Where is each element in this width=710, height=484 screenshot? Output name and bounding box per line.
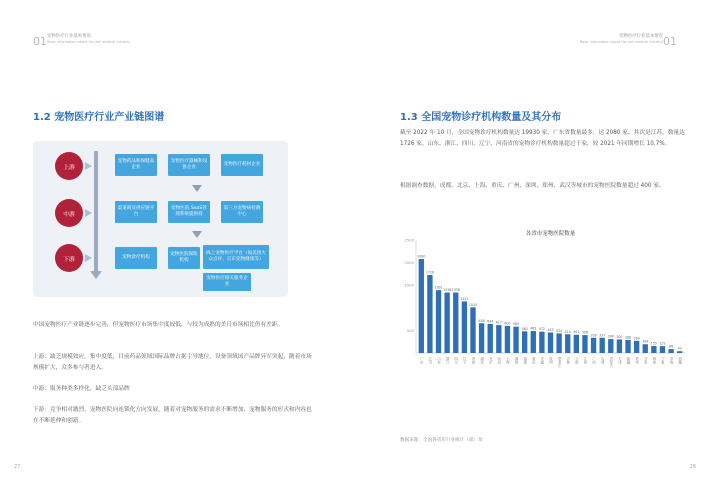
- bar: [496, 325, 501, 353]
- header-subtitle: Basic information about the pet medical industry: [47, 39, 131, 44]
- right-header: [579, 34, 677, 48]
- page-number: 28: [689, 464, 696, 470]
- y-tick-label: 2500: [404, 237, 414, 243]
- bar: [600, 338, 605, 353]
- upstream-box: 宠物医疗耗材企业: [221, 154, 263, 176]
- paragraph: 上游：缺乏规模效应，集中度低，目前药品领域国际品牌占据主导地位，设备领域国产品牌异军突起，随着市场规模扩大，众多参与者进入。: [33, 354, 312, 371]
- header-number: 01: [33, 35, 47, 48]
- x-tick-label: 宁夏: [660, 357, 665, 364]
- bar-value-label: 194: [642, 339, 649, 344]
- section-heading: 1.2 宠物医疗行业产业链图谱: [33, 112, 165, 123]
- bar: [625, 340, 630, 353]
- bar-value-label: 453: [547, 328, 554, 333]
- bar: [608, 339, 613, 353]
- header-subtitle: Basic information about the pet medical industry: [579, 39, 663, 44]
- bar-value-label: 308: [607, 334, 614, 339]
- x-tick-label: 内蒙古: [608, 357, 613, 368]
- section-heading: 1.3 全国宠物诊疗机构数量及其分布: [400, 112, 562, 123]
- y-tick-label: 2000: [404, 260, 414, 266]
- down-triangle-icon: [192, 231, 202, 238]
- midstream-box: 渠道商及供应链平台: [115, 201, 157, 223]
- bar-value-label: 480: [521, 326, 528, 331]
- x-tick-label: 河北: [496, 357, 501, 364]
- bar-value-label: 269: [633, 336, 640, 341]
- data-source: 数据来源：全国各省市行业统计（部）址: [400, 438, 483, 443]
- x-tick-label: 新疆: [626, 357, 631, 364]
- bar: [488, 324, 493, 353]
- bar: [462, 301, 467, 353]
- bar: [453, 293, 458, 353]
- bar: [436, 290, 441, 353]
- midstream-box: 第三方宠物病检测中心: [221, 201, 263, 223]
- bar-value-label: 396: [581, 330, 588, 335]
- x-tick-label: 上海: [505, 357, 510, 364]
- bar-value-label: 1010: [468, 302, 478, 307]
- bar-value-label: 404: [573, 330, 580, 335]
- bar-value-label: 472: [538, 327, 545, 332]
- bar-value-label: 658: [478, 318, 485, 323]
- bar: [539, 332, 544, 353]
- paragraph: 根据调查数据，成都、北京、上海、重庆、广州、深圳、郑州、武汉等城市的宠物医院数量超过 400 家。: [400, 183, 665, 189]
- bar-value-label: 644: [487, 319, 494, 324]
- x-tick-label: 浙江: [445, 357, 450, 364]
- bar: [651, 346, 656, 353]
- bar: [470, 307, 475, 353]
- x-tick-label: 黑龙江: [557, 357, 562, 368]
- bar-value-label: 434: [556, 328, 563, 333]
- x-tick-label: 河南: [470, 357, 475, 364]
- x-tick-label: 贵州: [634, 357, 639, 364]
- paragraph: 截至 2022 年 10 月，全国宠物诊疗机构数量达 19930 家，广东省数量最多，达 2080 家，其次是江苏，数量达 1726 家，山东、浙江、四川、辽宁、河南省的宠物诊疗机构数量超过千家，较 2021 年同期增长 10.7%。: [400, 130, 685, 147]
- bar: [668, 349, 673, 353]
- header-title: 宠物医疗行业基本情况: [619, 34, 663, 39]
- left-header: [33, 34, 131, 48]
- bar-value-label: 288: [624, 335, 632, 340]
- bar-value-label: 1391: [434, 285, 443, 290]
- bar: [591, 338, 596, 353]
- x-tick-label: 湖南: [514, 357, 519, 364]
- bar: [513, 327, 518, 353]
- bar: [582, 335, 587, 353]
- x-tick-label: 四川: [453, 357, 458, 364]
- x-tick-label: 山西: [600, 357, 605, 364]
- x-tick-label: 广西: [591, 357, 596, 364]
- bar: [634, 341, 639, 353]
- x-tick-label: 湖北: [479, 357, 484, 364]
- x-tick-label: 山东: [436, 357, 441, 364]
- bar-value-label: 600: [504, 321, 511, 326]
- bar-value-label: 2080: [417, 254, 426, 259]
- bar: [556, 333, 561, 353]
- bar-value-label: 617: [495, 320, 502, 325]
- flow-arrow-shaft: [94, 151, 98, 273]
- bar: [427, 275, 432, 353]
- bar-value-label: 1338: [451, 288, 460, 293]
- bar-value-label: 155: [650, 341, 657, 346]
- bar-value-label: 1726: [425, 270, 434, 275]
- province-bar-chart: [400, 225, 690, 430]
- bar-value-label: 86: [669, 344, 674, 349]
- x-tick-label: 福建: [522, 357, 527, 364]
- downstream-box: 宠物医疗相关服务企业: [203, 273, 251, 291]
- y-tick-label: 500: [406, 327, 414, 333]
- bar-value-label: 485: [530, 326, 537, 331]
- x-tick-label: 西藏: [677, 357, 682, 364]
- header-number: 01: [663, 35, 677, 48]
- x-tick-label: 辽宁: [462, 357, 467, 364]
- upstream-box: 宠物药品和保健品企业: [115, 154, 157, 176]
- midstream-box: 宠物医院 SaaS管理系统提供商: [168, 201, 210, 223]
- x-tick-label: 江苏: [427, 357, 432, 364]
- x-tick-label: 吉林: [565, 357, 570, 364]
- stage-upstream: 上游: [55, 152, 83, 180]
- x-tick-label: 北京: [488, 357, 493, 364]
- flow-arrow-head-icon: [90, 271, 102, 279]
- bar: [419, 259, 424, 353]
- x-tick-label: 安徽: [539, 357, 544, 364]
- upstream-box: 宠物医疗器械和设备企业: [168, 154, 210, 176]
- chart-title: 各省市宠物医院数量: [525, 231, 576, 237]
- bar-value-label: 583: [513, 322, 520, 327]
- stage-midstream: 中游: [55, 199, 83, 227]
- bar-value-label: 300: [616, 334, 623, 339]
- bar-value-label: 1141: [460, 296, 469, 301]
- bar: [444, 293, 449, 353]
- bar: [531, 331, 536, 353]
- bar-value-label: 1338: [443, 288, 452, 293]
- bar: [479, 323, 484, 353]
- x-tick-label: 天津: [617, 357, 622, 364]
- arrow-right-icon: [85, 162, 92, 170]
- x-tick-label: 云南: [574, 357, 579, 364]
- bar: [617, 339, 622, 353]
- x-tick-label: 甘肃: [643, 357, 648, 364]
- bar-value-label: 414: [564, 329, 571, 334]
- downstream-box: 宠物诊疗机构: [115, 247, 157, 269]
- bar: [548, 333, 553, 353]
- paragraph: 中游：服务种类多样化，缺乏头部品牌: [33, 386, 130, 392]
- bar: [643, 344, 648, 353]
- bar: [505, 326, 510, 353]
- arrow-right-icon: [85, 254, 92, 262]
- bar-value-label: 40: [677, 346, 682, 351]
- x-tick-label: 江西: [582, 357, 587, 364]
- x-tick-label: 青海: [669, 357, 674, 364]
- downstream-box: 宠物医院保险机构: [168, 247, 200, 269]
- bar-value-label: 152: [659, 341, 666, 346]
- x-tick-label: 广东: [419, 357, 424, 364]
- paragraph: 下游：竞争相对激烈，宠物医院向连锁化方向发展，随着对宠物服务的需求不断增加，宠物服务的形式和内容也在不断延伸和创新。: [33, 407, 312, 424]
- bar-value-label: 337: [599, 333, 606, 338]
- x-tick-label: 重庆: [531, 357, 536, 364]
- bar: [565, 334, 570, 353]
- arrow-right-icon: [85, 209, 92, 217]
- bar-value-label: 336: [590, 333, 597, 338]
- x-tick-label: 陕西: [548, 357, 553, 364]
- bar: [660, 346, 665, 353]
- bar: [677, 351, 682, 353]
- bar: [574, 335, 579, 353]
- header-title: 宠物医疗行业基本情况: [47, 34, 91, 39]
- industry-chain-diagram: [33, 141, 288, 297]
- stage-downstream: 下游: [55, 244, 83, 272]
- x-tick-label: 海南: [651, 357, 656, 364]
- paragraph: 中国宠物医疗产业链逐步完善，但宠物医疗市场集中度较低，与较为成熟的美日市场相比仍有差距。: [33, 322, 284, 328]
- bar: [522, 331, 527, 353]
- y-tick-label: 1500: [404, 282, 414, 288]
- page-number: 27: [14, 464, 21, 470]
- down-triangle-icon: [192, 185, 202, 192]
- downstream-box: 线上宠物医疗平台（如美团大众点评、京东宠物健康等）: [203, 245, 269, 269]
